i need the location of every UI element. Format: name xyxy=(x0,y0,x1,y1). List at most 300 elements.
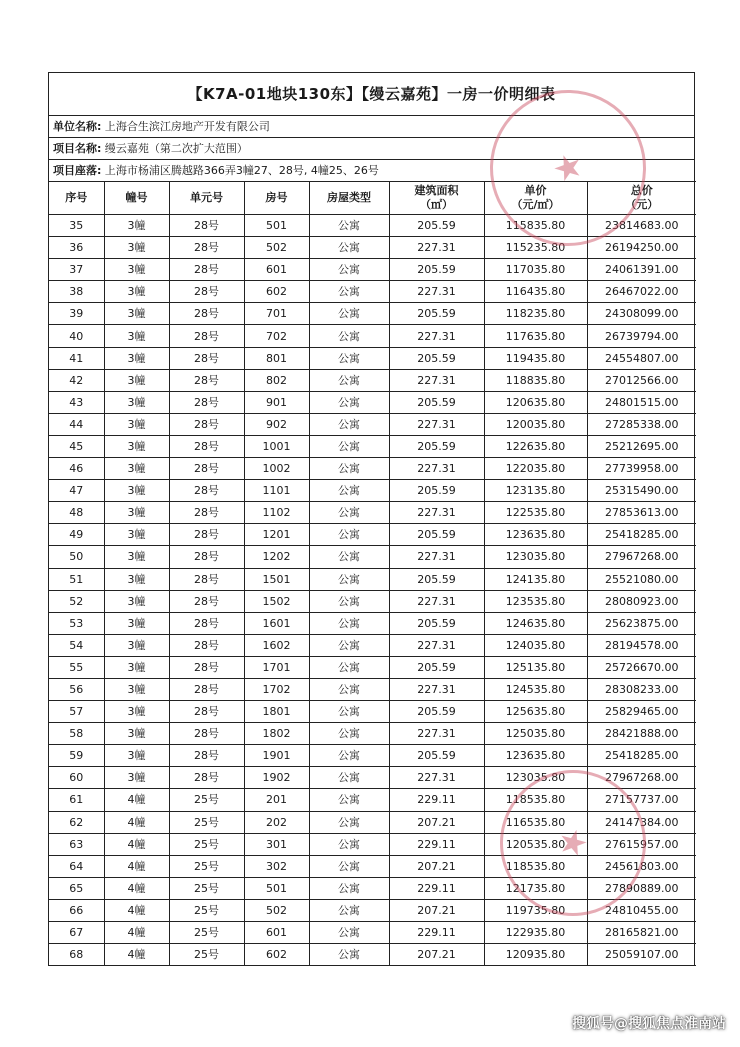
column-header xyxy=(587,182,696,215)
floor-area-cell: 205.59 xyxy=(389,435,484,457)
floor-area-cell: 229.11 xyxy=(389,789,484,811)
total-price-cell: 27967268.00 xyxy=(587,546,696,568)
property-type-cell: 公寓 xyxy=(309,546,389,568)
building-number-cell: 3幢 xyxy=(104,634,169,656)
floor-area-cell: 205.59 xyxy=(389,612,484,634)
column-header-unit: （㎡） xyxy=(420,198,453,211)
table-row xyxy=(49,745,696,767)
table-row xyxy=(49,546,696,568)
unit-number-cell: 25号 xyxy=(169,899,244,921)
floor-area-cell: 205.59 xyxy=(389,524,484,546)
building-number-cell: 3幢 xyxy=(104,656,169,678)
unit-number-cell: 28号 xyxy=(169,745,244,767)
total-price-cell: 24554807.00 xyxy=(587,347,696,369)
floor-area-cell: 229.11 xyxy=(389,877,484,899)
row-number-cell: 41 xyxy=(49,347,104,369)
table-row xyxy=(49,237,696,259)
table-row xyxy=(49,789,696,811)
column-header-label: 建筑面积 xyxy=(414,184,459,197)
floor-area-cell: 227.31 xyxy=(389,413,484,435)
total-price-cell: 28308233.00 xyxy=(587,678,696,700)
room-number-cell: 601 xyxy=(244,259,309,281)
building-number-cell: 3幢 xyxy=(104,546,169,568)
unit-number-cell: 28号 xyxy=(169,723,244,745)
floor-area-cell: 205.59 xyxy=(389,259,484,281)
row-number-cell: 38 xyxy=(49,281,104,303)
room-number-cell: 502 xyxy=(244,899,309,921)
unit-number-cell: 28号 xyxy=(169,701,244,723)
property-type-cell: 公寓 xyxy=(309,723,389,745)
row-number-cell: 55 xyxy=(49,656,104,678)
building-number-cell: 3幢 xyxy=(104,458,169,480)
unit-name-value: 上海合生滨江房地产开发有限公司 xyxy=(104,120,270,133)
column-header xyxy=(49,182,104,215)
building-number-cell: 3幢 xyxy=(104,347,169,369)
floor-area-cell: 227.31 xyxy=(389,458,484,480)
property-type-cell: 公寓 xyxy=(309,789,389,811)
property-type-cell: 公寓 xyxy=(309,215,389,237)
unit-price-cell: 120035.80 xyxy=(484,413,587,435)
table-row xyxy=(49,480,696,502)
unit-number-cell: 25号 xyxy=(169,833,244,855)
room-number-cell: 501 xyxy=(244,877,309,899)
table-header-row xyxy=(49,182,696,215)
floor-area-cell: 205.59 xyxy=(389,480,484,502)
unit-number-cell: 25号 xyxy=(169,789,244,811)
total-price-cell: 26467022.00 xyxy=(587,281,696,303)
floor-area-cell: 227.31 xyxy=(389,723,484,745)
row-number-cell: 58 xyxy=(49,723,104,745)
unit-number-cell: 28号 xyxy=(169,634,244,656)
property-type-cell: 公寓 xyxy=(309,678,389,700)
column-header xyxy=(484,182,587,215)
unit-price-cell: 118535.80 xyxy=(484,789,587,811)
unit-price-cell: 115235.80 xyxy=(484,237,587,259)
row-number-cell: 63 xyxy=(49,833,104,855)
building-number-cell: 3幢 xyxy=(104,237,169,259)
building-number-cell: 3幢 xyxy=(104,391,169,413)
table-row xyxy=(49,215,696,237)
room-number-cell: 1002 xyxy=(244,458,309,480)
table-row xyxy=(49,855,696,877)
floor-area-cell: 227.31 xyxy=(389,634,484,656)
property-type-cell: 公寓 xyxy=(309,303,389,325)
unit-price-cell: 123135.80 xyxy=(484,480,587,502)
unit-number-cell: 28号 xyxy=(169,259,244,281)
floor-area-cell: 205.59 xyxy=(389,745,484,767)
room-number-cell: 902 xyxy=(244,413,309,435)
row-number-cell: 65 xyxy=(49,877,104,899)
unit-price-cell: 124635.80 xyxy=(484,612,587,634)
row-number-cell: 37 xyxy=(49,259,104,281)
project-name-value: 缦云嘉苑（第二次扩大范围） xyxy=(104,142,248,155)
floor-area-cell: 227.31 xyxy=(389,237,484,259)
unit-price-cell: 120535.80 xyxy=(484,833,587,855)
unit-price-cell: 123635.80 xyxy=(484,524,587,546)
row-number-cell: 59 xyxy=(49,745,104,767)
building-number-cell: 4幢 xyxy=(104,899,169,921)
building-number-cell: 4幢 xyxy=(104,944,169,966)
table-row xyxy=(49,347,696,369)
property-type-cell: 公寓 xyxy=(309,502,389,524)
room-number-cell: 601 xyxy=(244,922,309,944)
floor-area-cell: 207.21 xyxy=(389,944,484,966)
column-header-unit: （元） xyxy=(625,198,659,211)
building-number-cell: 3幢 xyxy=(104,259,169,281)
table-row xyxy=(49,458,696,480)
unit-number-cell: 28号 xyxy=(169,237,244,259)
unit-price-cell: 116435.80 xyxy=(484,281,587,303)
row-number-cell: 49 xyxy=(49,524,104,546)
row-number-cell: 68 xyxy=(49,944,104,966)
unit-price-cell: 118835.80 xyxy=(484,369,587,391)
unit-number-cell: 28号 xyxy=(169,656,244,678)
unit-price-cell: 125035.80 xyxy=(484,723,587,745)
total-price-cell: 27853613.00 xyxy=(587,502,696,524)
row-number-cell: 47 xyxy=(49,480,104,502)
room-number-cell: 201 xyxy=(244,789,309,811)
property-type-cell: 公寓 xyxy=(309,480,389,502)
table-row xyxy=(49,303,696,325)
unit-price-cell: 123035.80 xyxy=(484,767,587,789)
unit-number-cell: 28号 xyxy=(169,767,244,789)
unit-price-cell: 117635.80 xyxy=(484,325,587,347)
building-number-cell: 3幢 xyxy=(104,590,169,612)
total-price-cell: 24561803.00 xyxy=(587,855,696,877)
unit-number-cell: 28号 xyxy=(169,612,244,634)
table-row xyxy=(49,281,696,303)
table-row xyxy=(49,701,696,723)
table-row xyxy=(49,325,696,347)
table-row xyxy=(49,767,696,789)
floor-area-cell: 229.11 xyxy=(389,922,484,944)
table-body xyxy=(49,215,696,966)
unit-number-cell: 28号 xyxy=(169,215,244,237)
table-row xyxy=(49,568,696,590)
project-location-value: 上海市杨浦区腾越路366弄3幢27、28号, 4幢25、26号 xyxy=(104,164,379,177)
column-header xyxy=(309,182,389,215)
building-number-cell: 3幢 xyxy=(104,612,169,634)
row-number-cell: 62 xyxy=(49,811,104,833)
property-type-cell: 公寓 xyxy=(309,877,389,899)
unit-number-cell: 28号 xyxy=(169,546,244,568)
table-row xyxy=(49,833,696,855)
column-header-label: 单价 xyxy=(524,184,547,197)
total-price-cell: 24810455.00 xyxy=(587,899,696,921)
document-title: 【K7A-01地块130东】【缦云嘉苑】一房一价明细表 xyxy=(49,73,694,116)
total-price-cell: 28421888.00 xyxy=(587,723,696,745)
project-location-label: 项目座落: xyxy=(53,164,102,177)
unit-number-cell: 28号 xyxy=(169,590,244,612)
floor-area-cell: 207.21 xyxy=(389,899,484,921)
total-price-cell: 24061391.00 xyxy=(587,259,696,281)
building-number-cell: 3幢 xyxy=(104,413,169,435)
column-header-unit: （元/㎡） xyxy=(511,198,560,211)
building-number-cell: 3幢 xyxy=(104,568,169,590)
total-price-cell: 24147384.00 xyxy=(587,811,696,833)
source-watermark: 搜狐号@搜狐焦点淮南站 xyxy=(572,1016,726,1032)
room-number-cell: 802 xyxy=(244,369,309,391)
unit-name-row xyxy=(49,116,694,138)
property-type-cell: 公寓 xyxy=(309,855,389,877)
table-row xyxy=(49,723,696,745)
row-number-cell: 45 xyxy=(49,435,104,457)
property-type-cell: 公寓 xyxy=(309,413,389,435)
table-row xyxy=(49,524,696,546)
row-number-cell: 39 xyxy=(49,303,104,325)
table-row xyxy=(49,259,696,281)
room-number-cell: 1802 xyxy=(244,723,309,745)
row-number-cell: 36 xyxy=(49,237,104,259)
floor-area-cell: 227.31 xyxy=(389,502,484,524)
room-number-cell: 701 xyxy=(244,303,309,325)
unit-number-cell: 28号 xyxy=(169,347,244,369)
property-type-cell: 公寓 xyxy=(309,701,389,723)
unit-price-cell: 118235.80 xyxy=(484,303,587,325)
floor-area-cell: 207.21 xyxy=(389,811,484,833)
unit-number-cell: 25号 xyxy=(169,922,244,944)
room-number-cell: 1901 xyxy=(244,745,309,767)
room-number-cell: 1001 xyxy=(244,435,309,457)
room-number-cell: 901 xyxy=(244,391,309,413)
room-number-cell: 1701 xyxy=(244,656,309,678)
column-header xyxy=(104,182,169,215)
column-header xyxy=(244,182,309,215)
total-price-cell: 25418285.00 xyxy=(587,524,696,546)
property-type-cell: 公寓 xyxy=(309,237,389,259)
unit-number-cell: 25号 xyxy=(169,944,244,966)
building-number-cell: 3幢 xyxy=(104,502,169,524)
building-number-cell: 3幢 xyxy=(104,767,169,789)
unit-price-cell: 119435.80 xyxy=(484,347,587,369)
seal-star-icon: ★ xyxy=(546,143,590,193)
row-number-cell: 53 xyxy=(49,612,104,634)
room-number-cell: 1201 xyxy=(244,524,309,546)
table-row xyxy=(49,590,696,612)
price-table xyxy=(49,181,696,966)
total-price-cell: 25521080.00 xyxy=(587,568,696,590)
row-number-cell: 64 xyxy=(49,855,104,877)
property-type-cell: 公寓 xyxy=(309,767,389,789)
unit-number-cell: 25号 xyxy=(169,877,244,899)
column-header-label: 单元号 xyxy=(190,191,223,204)
column-header-label: 房屋类型 xyxy=(327,191,371,204)
room-number-cell: 702 xyxy=(244,325,309,347)
unit-number-cell: 25号 xyxy=(169,855,244,877)
floor-area-cell: 205.59 xyxy=(389,347,484,369)
floor-area-cell: 207.21 xyxy=(389,855,484,877)
property-type-cell: 公寓 xyxy=(309,899,389,921)
floor-area-cell: 227.31 xyxy=(389,281,484,303)
floor-area-cell: 205.59 xyxy=(389,391,484,413)
unit-price-cell: 122535.80 xyxy=(484,502,587,524)
room-number-cell: 301 xyxy=(244,833,309,855)
unit-price-cell: 124535.80 xyxy=(484,678,587,700)
building-number-cell: 4幢 xyxy=(104,833,169,855)
building-number-cell: 3幢 xyxy=(104,480,169,502)
building-number-cell: 3幢 xyxy=(104,325,169,347)
unit-price-cell: 117035.80 xyxy=(484,259,587,281)
total-price-cell: 26739794.00 xyxy=(587,325,696,347)
building-number-cell: 3幢 xyxy=(104,303,169,325)
table-row xyxy=(49,811,696,833)
row-number-cell: 54 xyxy=(49,634,104,656)
unit-number-cell: 28号 xyxy=(169,325,244,347)
row-number-cell: 51 xyxy=(49,568,104,590)
room-number-cell: 1502 xyxy=(244,590,309,612)
project-location-row xyxy=(49,160,694,181)
unit-price-cell: 125635.80 xyxy=(484,701,587,723)
building-number-cell: 4幢 xyxy=(104,877,169,899)
floor-area-cell: 205.59 xyxy=(389,656,484,678)
total-price-cell: 27615957.00 xyxy=(587,833,696,855)
room-number-cell: 602 xyxy=(244,944,309,966)
total-price-cell: 27890889.00 xyxy=(587,877,696,899)
unit-price-cell: 115835.80 xyxy=(484,215,587,237)
property-type-cell: 公寓 xyxy=(309,458,389,480)
row-number-cell: 50 xyxy=(49,546,104,568)
room-number-cell: 1102 xyxy=(244,502,309,524)
building-number-cell: 3幢 xyxy=(104,281,169,303)
unit-price-cell: 119735.80 xyxy=(484,899,587,921)
room-number-cell: 302 xyxy=(244,855,309,877)
floor-area-cell: 205.59 xyxy=(389,303,484,325)
unit-number-cell: 28号 xyxy=(169,369,244,391)
building-number-cell: 3幢 xyxy=(104,524,169,546)
property-type-cell: 公寓 xyxy=(309,745,389,767)
column-header xyxy=(389,182,484,215)
unit-price-cell: 125135.80 xyxy=(484,656,587,678)
total-price-cell: 27285338.00 xyxy=(587,413,696,435)
floor-area-cell: 227.31 xyxy=(389,590,484,612)
unit-price-cell: 121735.80 xyxy=(484,877,587,899)
property-type-cell: 公寓 xyxy=(309,347,389,369)
table-row xyxy=(49,944,696,966)
total-price-cell: 27739958.00 xyxy=(587,458,696,480)
row-number-cell: 61 xyxy=(49,789,104,811)
property-type-cell: 公寓 xyxy=(309,811,389,833)
total-price-cell: 25829465.00 xyxy=(587,701,696,723)
property-type-cell: 公寓 xyxy=(309,656,389,678)
property-type-cell: 公寓 xyxy=(309,325,389,347)
table-row xyxy=(49,877,696,899)
table-row xyxy=(49,435,696,457)
room-number-cell: 1202 xyxy=(244,546,309,568)
table-row xyxy=(49,656,696,678)
property-type-cell: 公寓 xyxy=(309,391,389,413)
row-number-cell: 52 xyxy=(49,590,104,612)
unit-number-cell: 28号 xyxy=(169,568,244,590)
column-header-label: 幢号 xyxy=(125,191,148,204)
total-price-cell: 24308099.00 xyxy=(587,303,696,325)
unit-number-cell: 28号 xyxy=(169,303,244,325)
building-number-cell: 3幢 xyxy=(104,745,169,767)
property-type-cell: 公寓 xyxy=(309,833,389,855)
row-number-cell: 43 xyxy=(49,391,104,413)
column-header xyxy=(169,182,244,215)
total-price-cell: 25623875.00 xyxy=(587,612,696,634)
table-row xyxy=(49,922,696,944)
total-price-cell: 28194578.00 xyxy=(587,634,696,656)
row-number-cell: 42 xyxy=(49,369,104,391)
unit-number-cell: 28号 xyxy=(169,458,244,480)
table-row xyxy=(49,899,696,921)
total-price-cell: 28080923.00 xyxy=(587,590,696,612)
row-number-cell: 56 xyxy=(49,678,104,700)
total-price-cell: 25212695.00 xyxy=(587,435,696,457)
column-header-label: 总价 xyxy=(630,184,653,197)
unit-number-cell: 28号 xyxy=(169,524,244,546)
building-number-cell: 3幢 xyxy=(104,435,169,457)
unit-price-cell: 122035.80 xyxy=(484,458,587,480)
property-type-cell: 公寓 xyxy=(309,922,389,944)
unit-number-cell: 28号 xyxy=(169,413,244,435)
room-number-cell: 501 xyxy=(244,215,309,237)
unit-price-cell: 118535.80 xyxy=(484,855,587,877)
unit-number-cell: 28号 xyxy=(169,678,244,700)
building-number-cell: 3幢 xyxy=(104,723,169,745)
property-type-cell: 公寓 xyxy=(309,369,389,391)
unit-price-cell: 122935.80 xyxy=(484,922,587,944)
total-price-cell: 27157737.00 xyxy=(587,789,696,811)
row-number-cell: 57 xyxy=(49,701,104,723)
unit-price-cell: 120635.80 xyxy=(484,391,587,413)
building-number-cell: 3幢 xyxy=(104,215,169,237)
total-price-cell: 27012566.00 xyxy=(587,369,696,391)
room-number-cell: 1602 xyxy=(244,634,309,656)
building-number-cell: 4幢 xyxy=(104,922,169,944)
building-number-cell: 4幢 xyxy=(104,789,169,811)
unit-price-cell: 123635.80 xyxy=(484,745,587,767)
property-type-cell: 公寓 xyxy=(309,259,389,281)
table-row xyxy=(49,634,696,656)
table-row xyxy=(49,391,696,413)
project-name-row xyxy=(49,138,694,160)
room-number-cell: 602 xyxy=(244,281,309,303)
unit-price-cell: 124035.80 xyxy=(484,634,587,656)
building-number-cell: 4幢 xyxy=(104,855,169,877)
property-type-cell: 公寓 xyxy=(309,435,389,457)
property-type-cell: 公寓 xyxy=(309,590,389,612)
floor-area-cell: 205.59 xyxy=(389,701,484,723)
row-number-cell: 67 xyxy=(49,922,104,944)
row-number-cell: 35 xyxy=(49,215,104,237)
total-price-cell: 23814683.00 xyxy=(587,215,696,237)
unit-number-cell: 25号 xyxy=(169,811,244,833)
unit-price-cell: 124135.80 xyxy=(484,568,587,590)
property-type-cell: 公寓 xyxy=(309,568,389,590)
row-number-cell: 48 xyxy=(49,502,104,524)
unit-number-cell: 28号 xyxy=(169,480,244,502)
row-number-cell: 60 xyxy=(49,767,104,789)
total-price-cell: 27967268.00 xyxy=(587,767,696,789)
floor-area-cell: 227.31 xyxy=(389,325,484,347)
property-type-cell: 公寓 xyxy=(309,944,389,966)
building-number-cell: 3幢 xyxy=(104,701,169,723)
floor-area-cell: 227.31 xyxy=(389,767,484,789)
room-number-cell: 202 xyxy=(244,811,309,833)
room-number-cell: 1501 xyxy=(244,568,309,590)
unit-price-cell: 123535.80 xyxy=(484,590,587,612)
floor-area-cell: 229.11 xyxy=(389,833,484,855)
unit-number-cell: 28号 xyxy=(169,391,244,413)
building-number-cell: 4幢 xyxy=(104,811,169,833)
room-number-cell: 801 xyxy=(244,347,309,369)
building-number-cell: 3幢 xyxy=(104,369,169,391)
property-type-cell: 公寓 xyxy=(309,281,389,303)
row-number-cell: 40 xyxy=(49,325,104,347)
room-number-cell: 1702 xyxy=(244,678,309,700)
